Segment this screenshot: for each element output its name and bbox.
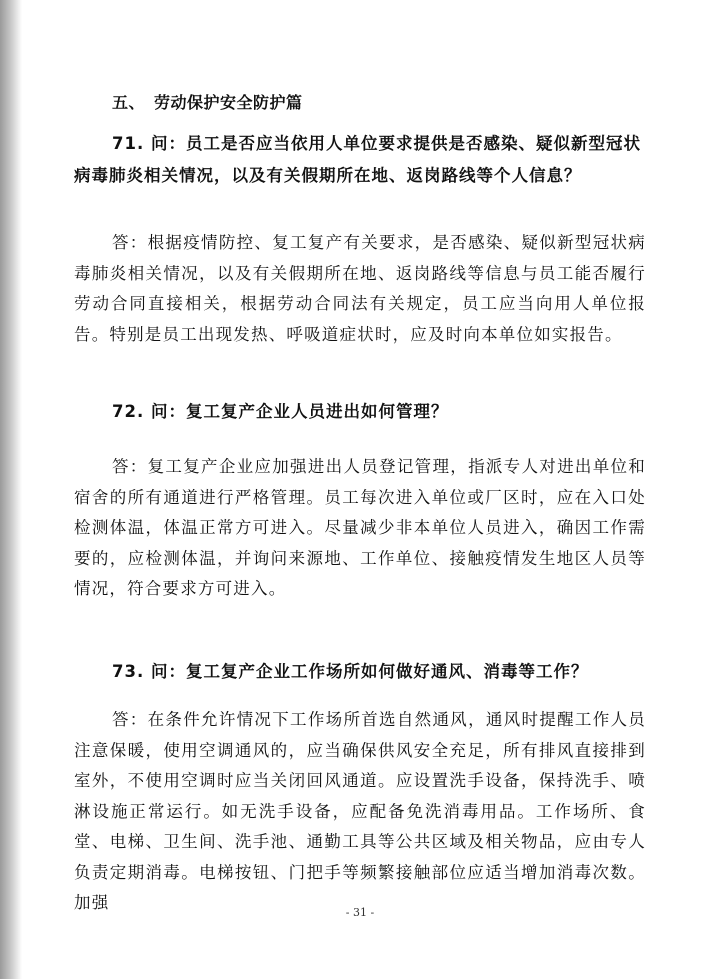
section-number: 五、 (112, 93, 146, 112)
answer-72: 答：复工复产企业应加强进出人员登记管理，指派专人对进出单位和宿舍的所有通道进行严格管理。员工每次进入单位或厂区时，应在入口处检测体温，体温正常方可进入。尽量减少非本单位人员进入，确因工作需要的，应检测体温，并询问来源地、工作单位、接触疫情发生地区人员等情况，符合要求方可进入。 (74, 457, 646, 598)
question-73: 73. 问：复工复产企业工作场所如何做好通风、消毒等工作？ (112, 662, 589, 681)
answer-71: 答：根据疫情防控、复工复产有关要求，是否感染、疑似新型冠状病毒肺炎相关情况，以及有关假期所在地、返岗路线等信息与员工能否履行劳动合同直接相关，根据劳动合同法有关规定，员工应当向用人单位报告。特别是员工出现发热、呼吸道症状时，应及时向本单位如实报告。 (74, 233, 646, 344)
page-edge-shadow (0, 0, 22, 979)
question-72: 72. 问：复工复产企业人员进出如何管理？ (112, 402, 449, 421)
answer-73: 答：在条件允许情况下工作场所首选自然通风，通风时提醒工作人员注意保暖，使用空调通风的，应当确保供风安全充足，所有排风直接排到室外，不使用空调时应当关闭回风通道。应设置洗手设备，保持洗手、喷淋设施正常运行。如无洗手设备，应配备免洗消毒用品。工作场所、食堂、电梯、卫生间、洗手池、通勤工具等公共区域及相关物品，应由专人负责定期消毒。电梯按钮、门把手等频繁接触部位应适当增加消毒次数。加强 (74, 710, 646, 912)
question-71: 71. 问：员工是否应当依用人单位要求提供是否感染、疑似新型冠状病毒肺炎相关情况，以及有关假期所在地、返岗路线等个人信息？ (74, 134, 641, 185)
section-title: 劳动保护安全防护篇 (154, 93, 303, 112)
page-number: - 31 - (345, 906, 375, 919)
section-heading (112, 90, 303, 113)
